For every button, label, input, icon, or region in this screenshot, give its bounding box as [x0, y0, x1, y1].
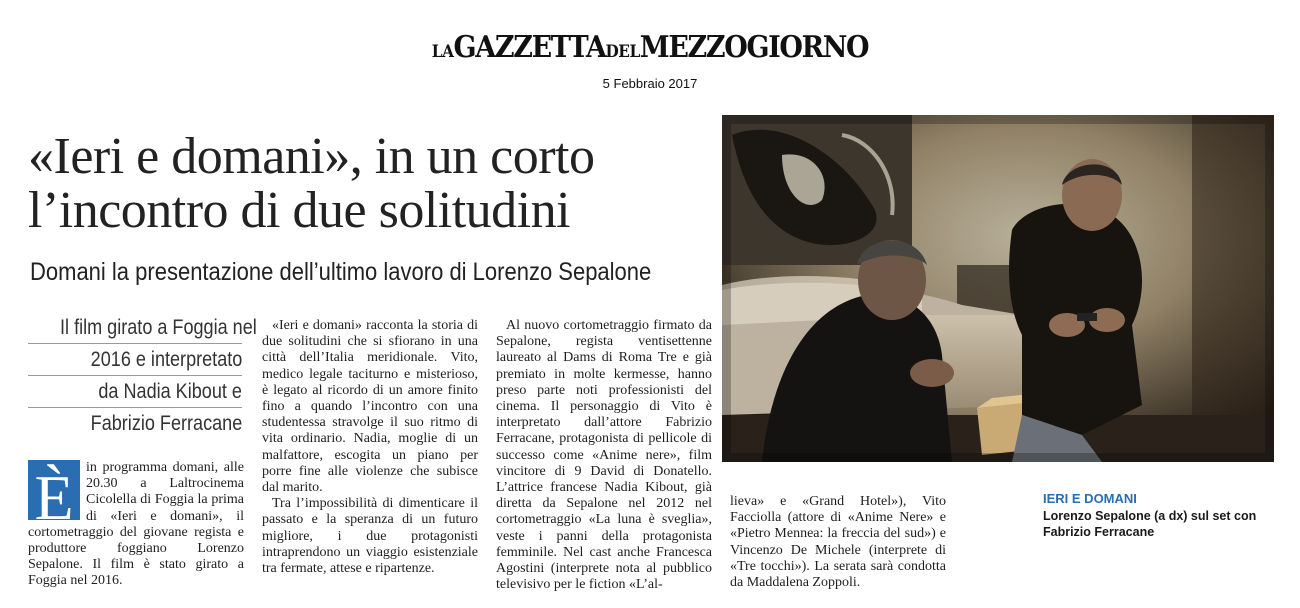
article-paragraph: in programma domani, alle 20.30 a Laltrocinema Cicolella di Foggia la prima di «Ieri e domani», il cortometraggio del giovane regista e produttore foggiano Lorenzo Sepalone. Il film è stato girato a Foggia nel 2016.: [28, 460, 244, 589]
article-paragraph: «Ieri e domani» racconta la storia di due solitudini che si sfiorano in una città dell’Italia meridionale. Vito, medico legale taciturno e misterioso, è legato al ricordo di un amore finito fino a quando l’incontro con una studentessa stravolge il suo ritmo di vita ordinario. Nadia, moglie di un malfattore, escogita un piano per porre fine alle violenze che subisce dal marito.: [262, 318, 478, 496]
pull-quote-line: da Nadia Kibout e: [28, 376, 242, 408]
article-column-3: [496, 318, 712, 593]
subheadline: Domani la presentazione dell’ultimo lavoro di Lorenzo Sepalone: [30, 258, 652, 286]
pull-quote-line: Fabrizio Ferracane: [90, 412, 242, 435]
article-column-1: [28, 460, 244, 590]
publication-date: 5 Febbraio 2017: [602, 76, 698, 91]
headline: [28, 130, 688, 238]
article-paragraph: Tra l’impossibilità di dimenticare il passato e la speranza di un futuro migliore, i due protagonisti intraprendono un viaggio esistenziale tra fermate, attese e ripartenze.: [262, 496, 478, 577]
masthead-mezzogiorno: MEZZOGIORNO: [639, 30, 869, 65]
pull-quote: [28, 312, 257, 439]
film-set-photo: [722, 115, 1274, 462]
headline-line-1: «Ieri e domani», in un corto: [28, 128, 595, 185]
photo-caption-title: IERI E DOMANI: [1043, 491, 1137, 506]
article-paragraph: Al nuovo cortometraggio firmato da Sepalone, regista ventisettenne laureato al Dams di Roma Tre e già premiato in molte kermesse, hanno preso parte noti professionisti del cinema. Il personaggio di Vito è interpretato dall’attore Fabrizio Ferracane, protagonista di pellicole di successo come «Anime nere», film vincitore di 9 David di Donatello. L’attrice francese Nadia Kibout, già diretta da Sepalone nel 2012 nel cortometraggio «La luna è sveglia», veste i panni della protagonista femminile. Nel cast anche Francesca Agostini (interprete nota al pubblico televisivo per le fiction «L’al-: [496, 318, 712, 593]
drop-cap: È: [28, 460, 80, 520]
article-column-4: [730, 494, 946, 591]
pull-quote-line: Il film girato a Foggia nel: [28, 312, 242, 344]
headline-line-2: l’incontro di due solitudini: [28, 182, 571, 239]
article-column-2: [262, 318, 478, 577]
article-photo: [722, 115, 1274, 462]
masthead-del: DEL: [605, 42, 640, 62]
newspaper-masthead: [65, 30, 1235, 65]
masthead-la: LA: [431, 42, 454, 62]
masthead-gazzetta: GAZZETTA: [453, 30, 606, 65]
pull-quote-line: 2016 e interpretato: [28, 344, 242, 376]
article-paragraph: lieva» e «Grand Hotel»), Vito Facciolla (attore di «Anime Nere» e «Pietro Mennea: la freccia del sud») e Vincenzo De Michele (interprete di «Tre tocchi»). La serata sarà condotta da Maddalena Zoppoli.: [730, 494, 946, 591]
photo-caption-text: Lorenzo Sepalone (a dx) sul set con Fabrizio Ferracane: [1043, 509, 1257, 539]
